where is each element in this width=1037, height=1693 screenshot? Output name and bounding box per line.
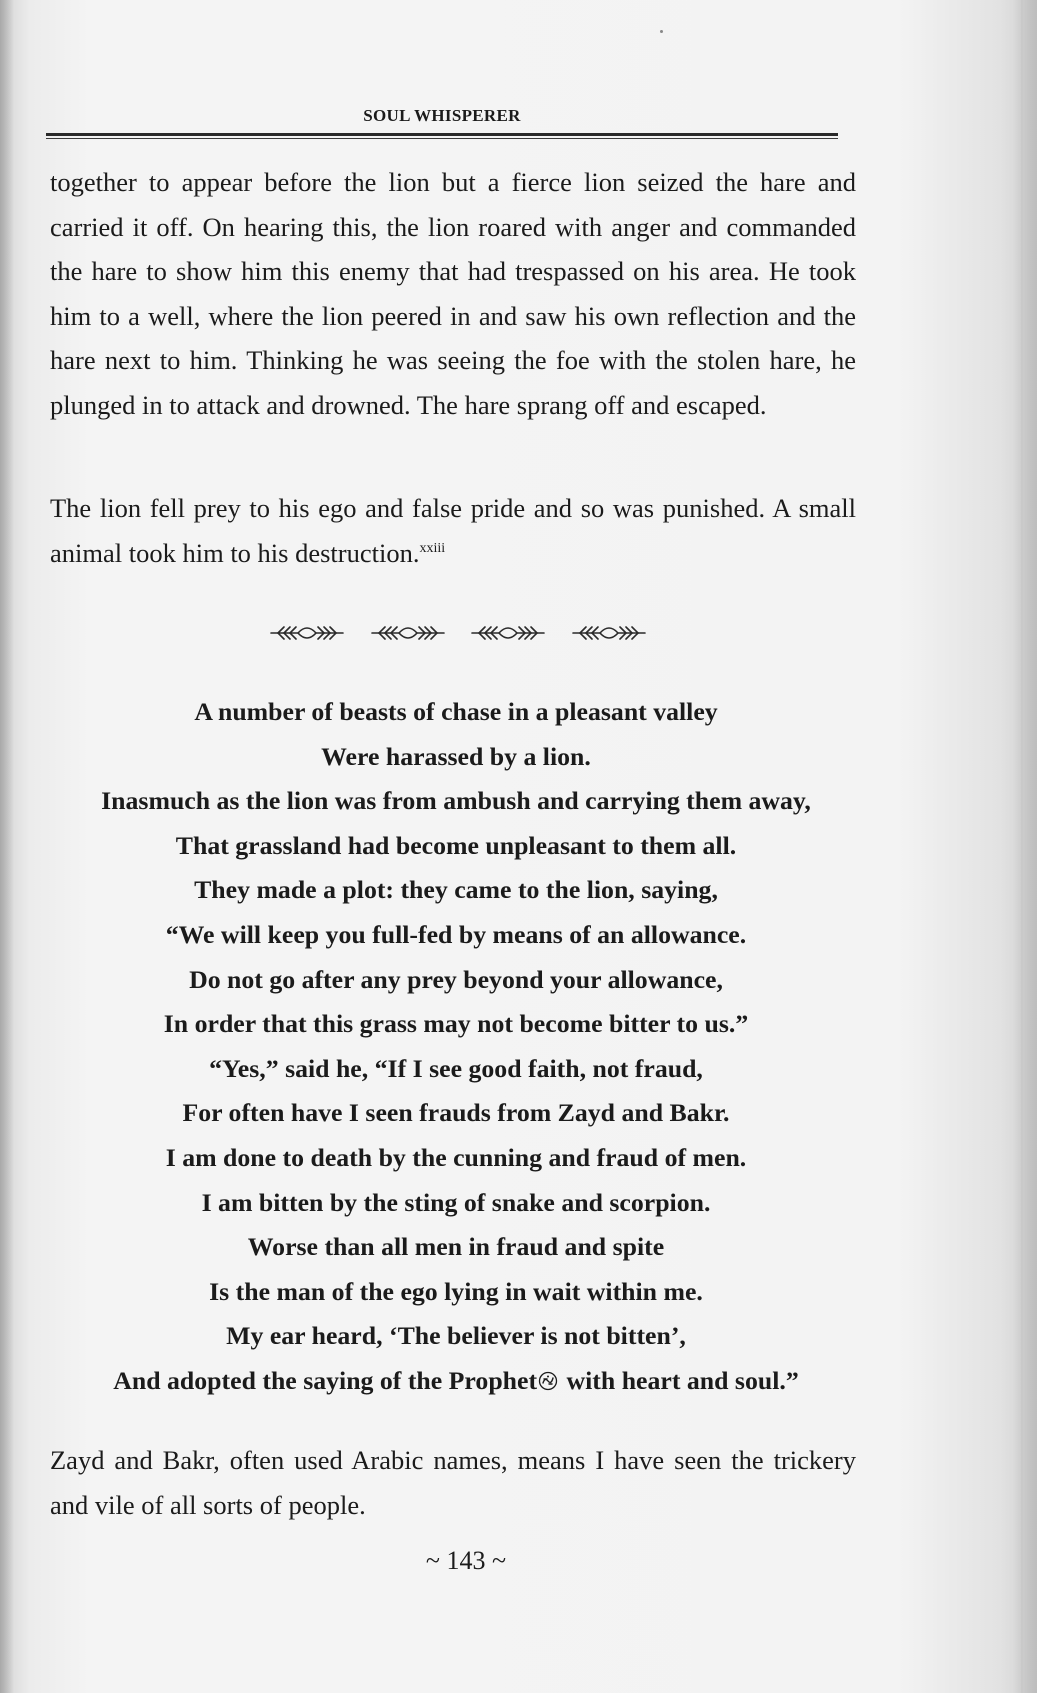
- poem-line: A number of beasts of chase in a pleasant valley: [194, 697, 718, 726]
- poem-last-line-end: with heart and soul.”: [560, 1365, 799, 1395]
- running-header: SOUL WHISPERER: [363, 106, 521, 125]
- poem-line: I am bitten by the sting of snake and scorpion.: [201, 1187, 711, 1217]
- poem-line: In order that this grass may not become bitter to us.”: [163, 1009, 749, 1039]
- poem-line: My ear heard, ‘The believer is not bitten’,: [226, 1321, 686, 1351]
- floral-divider-icon: [570, 622, 648, 644]
- poem-line: Do not go after any prey beyond your allowance,: [189, 964, 723, 994]
- header-rule-thick: [46, 133, 838, 136]
- paragraph-explanation: Zayd and Bakr, often used Arabic names, means I have seen the trickery and vile of all sorts of people.: [50, 1445, 856, 1520]
- poem-line: For often have I seen frauds from Zayd and Bakr.: [182, 1098, 730, 1128]
- gutter-shadow: [0, 0, 14, 1693]
- poem-line: Were harassed by a lion.: [321, 741, 591, 771]
- poem-line: Worse than all men in fraud and spite: [247, 1232, 665, 1262]
- floral-divider-icon: [369, 622, 447, 644]
- poem-last-line-start: And adopted the saying of the Prophet: [113, 1365, 538, 1395]
- endnote-marker: xxiii: [419, 540, 446, 556]
- paragraph-story-ending: together to appear before the lion but a fierce lion seized the hare and carried it off. On hearing this, the lion roared with anger and commanded the hare to show him this enemy that had trespassed on his area. He took him to a well, where the lion peered in and saw his own reflection and the hare next to him. Thinking he was seeing the foe with the stolen hare, he plunged in to attack and drowned. The hare sprang off and escaped.: [50, 167, 856, 420]
- page-edge-line: [1021, 0, 1023, 1693]
- poem: [50, 690, 862, 1404]
- poem-line: Is the man of the ego lying in wait within me.: [209, 1276, 703, 1306]
- page-number: ~ 143 ~: [425, 1546, 507, 1575]
- page-edge-shadow: [1013, 0, 1037, 1693]
- poem-line: “We will keep you full-fed by means of an allowance.: [165, 919, 747, 949]
- paragraph-moral-text: The lion fell prey to his ego and false pride and so was punished. A small animal took him to his destruction.: [50, 493, 856, 568]
- poem-line: They made a plot: they came to the lion, saying,: [194, 875, 718, 905]
- pbuh-calligraphy-icon: [538, 1371, 558, 1391]
- paragraph-moral: [50, 486, 856, 575]
- paper-speck: [660, 30, 663, 33]
- poem-line: That grassland had become unpleasant to them all.: [175, 830, 737, 860]
- header-rule-thin: [46, 138, 838, 139]
- floral-divider-icon: [268, 622, 346, 644]
- poem-last-line: [50, 1359, 862, 1404]
- poem-line: Inasmuch as the lion was from ambush and carrying them away,: [101, 786, 811, 816]
- section-divider: [268, 618, 648, 648]
- poem-line: “Yes,” said he, “If I see good faith, not fraud,: [209, 1053, 703, 1083]
- poem-line: I am done to death by the cunning and fraud of men.: [165, 1142, 747, 1172]
- floral-divider-icon: [469, 622, 547, 644]
